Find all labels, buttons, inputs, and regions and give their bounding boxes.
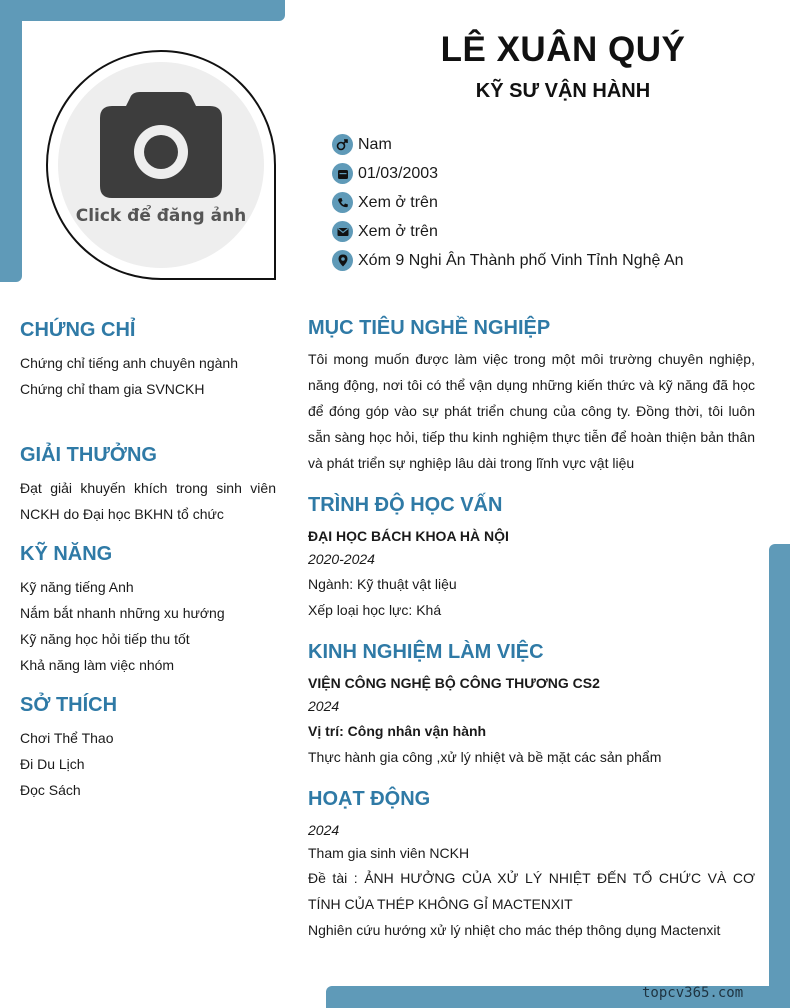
skill-item: Kỹ năng tiếng Anh <box>20 579 134 595</box>
activities-detail: Nghiên cứu hướng xử lý nhiệt cho mác thép thông dụng Mactenxit <box>308 922 721 938</box>
objective-heading: MỤC TIÊU NGHỀ NGHIỆP <box>308 317 551 339</box>
activities-period: 2024 <box>308 822 340 838</box>
hobby-item: Đi Du Lịch <box>20 756 85 772</box>
activities-topic: Đề tài : ẢNH HƯỞNG CỦA XỬ LÝ NHIỆT ĐẾN TỔ CHỨC VÀ CƠ TÍNH CỦA THÉP KHÔNG GỈ MACTENXIT <box>308 870 755 912</box>
birthday-value: 01/03/2003 <box>358 164 439 182</box>
left-accent-bar <box>0 0 22 282</box>
info-row-phone <box>332 188 684 217</box>
camera-icon <box>100 92 222 198</box>
gender-value: Nam <box>358 135 392 153</box>
education-period: 2020-2024 <box>308 551 375 567</box>
objective-text: Tôi mong muốn được làm việc trong một môi trường chuyên nghiệp, năng động, nơi tôi có thể vận dụng những kiến thức và kỹ năng đã học để đóng góp vào sự phát triển chung của công ty. Đồng thời, tôi luôn sẵn sàng học hỏi, tiếp thu kinh nghiệm thực tiễn để hoàn thiện bản thân và phát triển sự nghiệp lâu dài trong lĩnh vực vật liệu <box>308 351 755 471</box>
school-name: ĐẠI HỌC BÁCH KHOA HÀ NỘI <box>308 528 509 544</box>
awards-text: Đạt giải khuyến khích trong sinh viên NCKH do Đại học BKHN tổ chức <box>20 480 276 522</box>
company-name: VIỆN CÔNG NGHỆ BỘ CÔNG THƯƠNG CS2 <box>308 675 600 691</box>
job-title: KỸ SƯ VẬN HÀNH <box>475 80 651 102</box>
email-value: Xem ở trên <box>358 222 438 240</box>
education-major: Ngành: Kỹ thuật vật liệu <box>308 576 457 592</box>
skill-item: Kỹ năng học hỏi tiếp thu tốt <box>20 631 190 647</box>
education-heading: TRÌNH ĐỘ HỌC VẤN <box>308 494 503 516</box>
hobby-item: Chơi Thể Thao <box>20 730 114 746</box>
awards-heading: GIẢI THƯỞNG <box>20 444 157 466</box>
location-icon <box>332 250 353 271</box>
phone-value: Xem ở trên <box>358 193 438 211</box>
avatar-upload-label: Click để đăng ảnh <box>75 206 247 226</box>
skill-item: Khả năng làm việc nhóm <box>20 657 175 673</box>
mail-icon <box>332 221 353 242</box>
phone-icon <box>332 192 353 213</box>
contact-info <box>332 130 684 275</box>
avatar[interactable] <box>46 50 276 280</box>
skill-item: Nắm bắt nhanh những xu hướng <box>20 605 225 621</box>
experience-period: 2024 <box>308 698 340 714</box>
top-left-accent-bar <box>0 0 285 21</box>
gender-icon <box>332 134 353 155</box>
calendar-icon <box>332 163 353 184</box>
certificate-item: Chứng chỉ tiếng anh chuyên ngành <box>20 355 238 371</box>
watermark: topcv365.com <box>642 985 744 1001</box>
info-row-address <box>332 246 684 275</box>
hobby-item: Đọc Sách <box>20 782 81 798</box>
info-row-email <box>332 217 684 246</box>
hobbies-heading: SỞ THÍCH <box>20 694 118 716</box>
experience-description: Thực hành gia công ,xử lý nhiệt và bề mặt các sản phẩm <box>308 749 662 765</box>
certificates-heading: CHỨNG CHỈ <box>20 319 136 341</box>
experience-position: Vị trí: Công nhân vận hành <box>308 723 487 739</box>
activities-heading: HOẠT ĐỘNG <box>308 788 431 810</box>
experience-heading: KINH NGHIỆM LÀM VIỆC <box>308 641 544 663</box>
certificate-item: Chứng chỉ tham gia SVNCKH <box>20 381 205 397</box>
info-row-gender <box>332 130 684 159</box>
activities-role: Tham gia sinh viên NCKH <box>308 845 470 861</box>
right-accent-bar <box>769 544 790 1008</box>
avatar-upload-area[interactable] <box>58 62 264 268</box>
address-value: Xóm 9 Nghi Ân Thành phố Vinh Tỉnh Nghệ An <box>358 251 684 269</box>
candidate-name: LÊ XUÂN QUÝ <box>440 30 686 69</box>
education-grade: Xếp loại học lực: Khá <box>308 602 442 618</box>
info-row-birthday <box>332 159 684 188</box>
skills-heading: KỸ NĂNG <box>20 543 113 565</box>
